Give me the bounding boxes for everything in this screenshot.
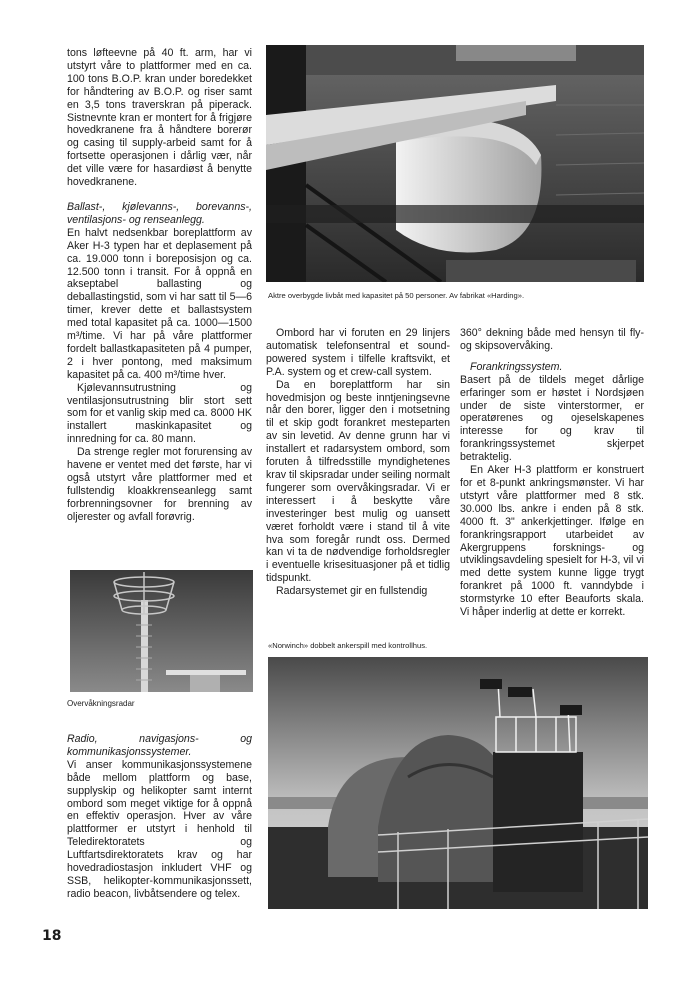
page-number: 18 <box>42 928 62 944</box>
heading-anchoring: Forankringssystem. <box>470 360 563 373</box>
paragraph-ballast: En halvt nedsenkbar boreplattform av Aker H-3 typen har et deplasement på ca. 19.000 tonn i boreposisjon og ca. 12.500 tonn i transit. For å oppnå en akseptabel ballasting og deballastingstid, som vi har satt til 5—6 timer, krever dette et ballastsystem med total kapasitet på ca. 1000—1500 m³/time. Vi har på våre plattformer fordelt ballastkapasiteten på 4 pumper, 2 i hver pontong, med maksimum kapasitet på ca. 400 m³/time hver. <box>67 226 252 381</box>
column-left-upper <box>67 47 252 524</box>
heading-ballast: Ballast-, kjølevanns-, borevanns-, ventilasjons- og renseanlegg. <box>67 200 252 226</box>
radar-photo <box>70 570 253 692</box>
paragraph-pollution: Da strenge regler mot forurensing av havene er ventet med det første, har vi også utstyrt våre plattformer med et fullstendig kloakkrenseanlegg samt forbrenningsovner for brenning av oljerester og avfall forøvrig. <box>67 446 252 523</box>
paragraph-radar-system: Da en boreplattform har sin hovedmisjon og beste inntjeningsevne når den borer, ligger den i motsetning til et skip godt forankret mesteparten av sin levetid. Av denne grunn har vi installert et radarsystem ombord, som foruten å tilfredsstille myndighetenes krav til skipsradar under seiling normalt fungerer som overvåkingsradar. Vi er interessert i å beskytte våre investeringer best mulig og uansett været forholdt være i stand til å vite hva som foregår rundt oss. Dermed kan vi ta de nødvendige forholdsregler i eventuelle krisesituasjoner på et tidlig tidspunkt. <box>266 378 450 585</box>
paragraph-radio: Vi anser kommunikasjonssystemene både mellom plattform og base, supplyskip og helikopter samt internt ombord som meget viktige for å oppnå en effektiv operasjon. Hver av våre plattformer er utstyrt i henhold til Teledirektoratets og Luftfartsdirektoratets krav og har hovedradiostasjon inkludert VHF og SSB, helikopter-kommunikasjonssett, radio beacon, livbåtsendere og telex. <box>67 758 252 900</box>
lifeboat-caption: Aktre overbygde livbåt med kapasitet på 50 personer. Av fabrikat «Harding». <box>268 291 525 300</box>
paragraph-radar-coverage: Radarsystemet gir en fullstendig <box>276 585 428 598</box>
heading-radio: Radio, navigasjons- og kommunikasjonssystemer. <box>67 733 252 758</box>
windlass-photo <box>268 657 648 909</box>
lifeboat-photo <box>266 45 644 282</box>
paragraph-cooling: Kjølevannsutrustning og ventilasjonsutrustning blir stort sett som for et vanlig skip med ca. 8000 HK installert maskinkapasitet og innredning for ca. 80 mann. <box>67 381 252 446</box>
paragraph-coverage-cont: 360° dekning både med hensyn til fly- og skipsovervåking. <box>460 327 644 352</box>
column-right <box>460 327 644 619</box>
paragraph-anchor-pattern: En Aker H-3 plattform er konstruert for et 8-punkt ankringsmønster. Vi har utstyrt våre plattformer med 8 stk. 30.000 lbs. ankre i enden på 8 stk. 4000 ft. 3" ankerkjettinger. Ifølge en forankringsrapport utarbeidet av Akergruppens forsknings- og utviklingsavdeling spesielt for H-3, vil vi med dette system kunne ligge trygt forankret på 1000 ft. vanndybde i stormstyrke 10 efter Beauforts skala. Vi håper inderlig at dette er korrekt. <box>460 464 644 619</box>
column-left-lower <box>67 699 252 901</box>
paragraph-telephone: Ombord har vi foruten en 29 linjers automatisk telefonsentral et sound-powered system i tilfelle kraftsvikt, et P.A. system og et crew-call system. <box>266 327 450 378</box>
paragraph-crane: tons løfteevne på 40 ft. arm, har vi utstyrt våre to plattformer med en ca. 100 tons B.O.P. kran under boredekket for håndtering av B.O.P. og riser samt en 3,5 tons traverskran på piperack. Sistnevnte kran er montert for å frigjøre hovedkranene fra å håndtere borerør og casing til supply-arbeid samt for å fortsette operasjonen i dårlig vær, når det ville være for hasardiøst å benytte hovedkranene. <box>67 47 252 189</box>
paragraph-anchoring: Basert på de tildels meget dårlige erfaringer som er høstet i Nordsjøen under de siste vinterstormer, er operatørenes og ojeselskapenes interesse for og krav til forankringssystemet skjerpet betraktelig. <box>460 373 644 464</box>
radar-caption: Overvåkningsradar <box>67 699 135 708</box>
windlass-caption: «Norwinch» dobbelt ankerspill med kontrollhus. <box>268 641 428 650</box>
column-middle <box>266 327 450 598</box>
